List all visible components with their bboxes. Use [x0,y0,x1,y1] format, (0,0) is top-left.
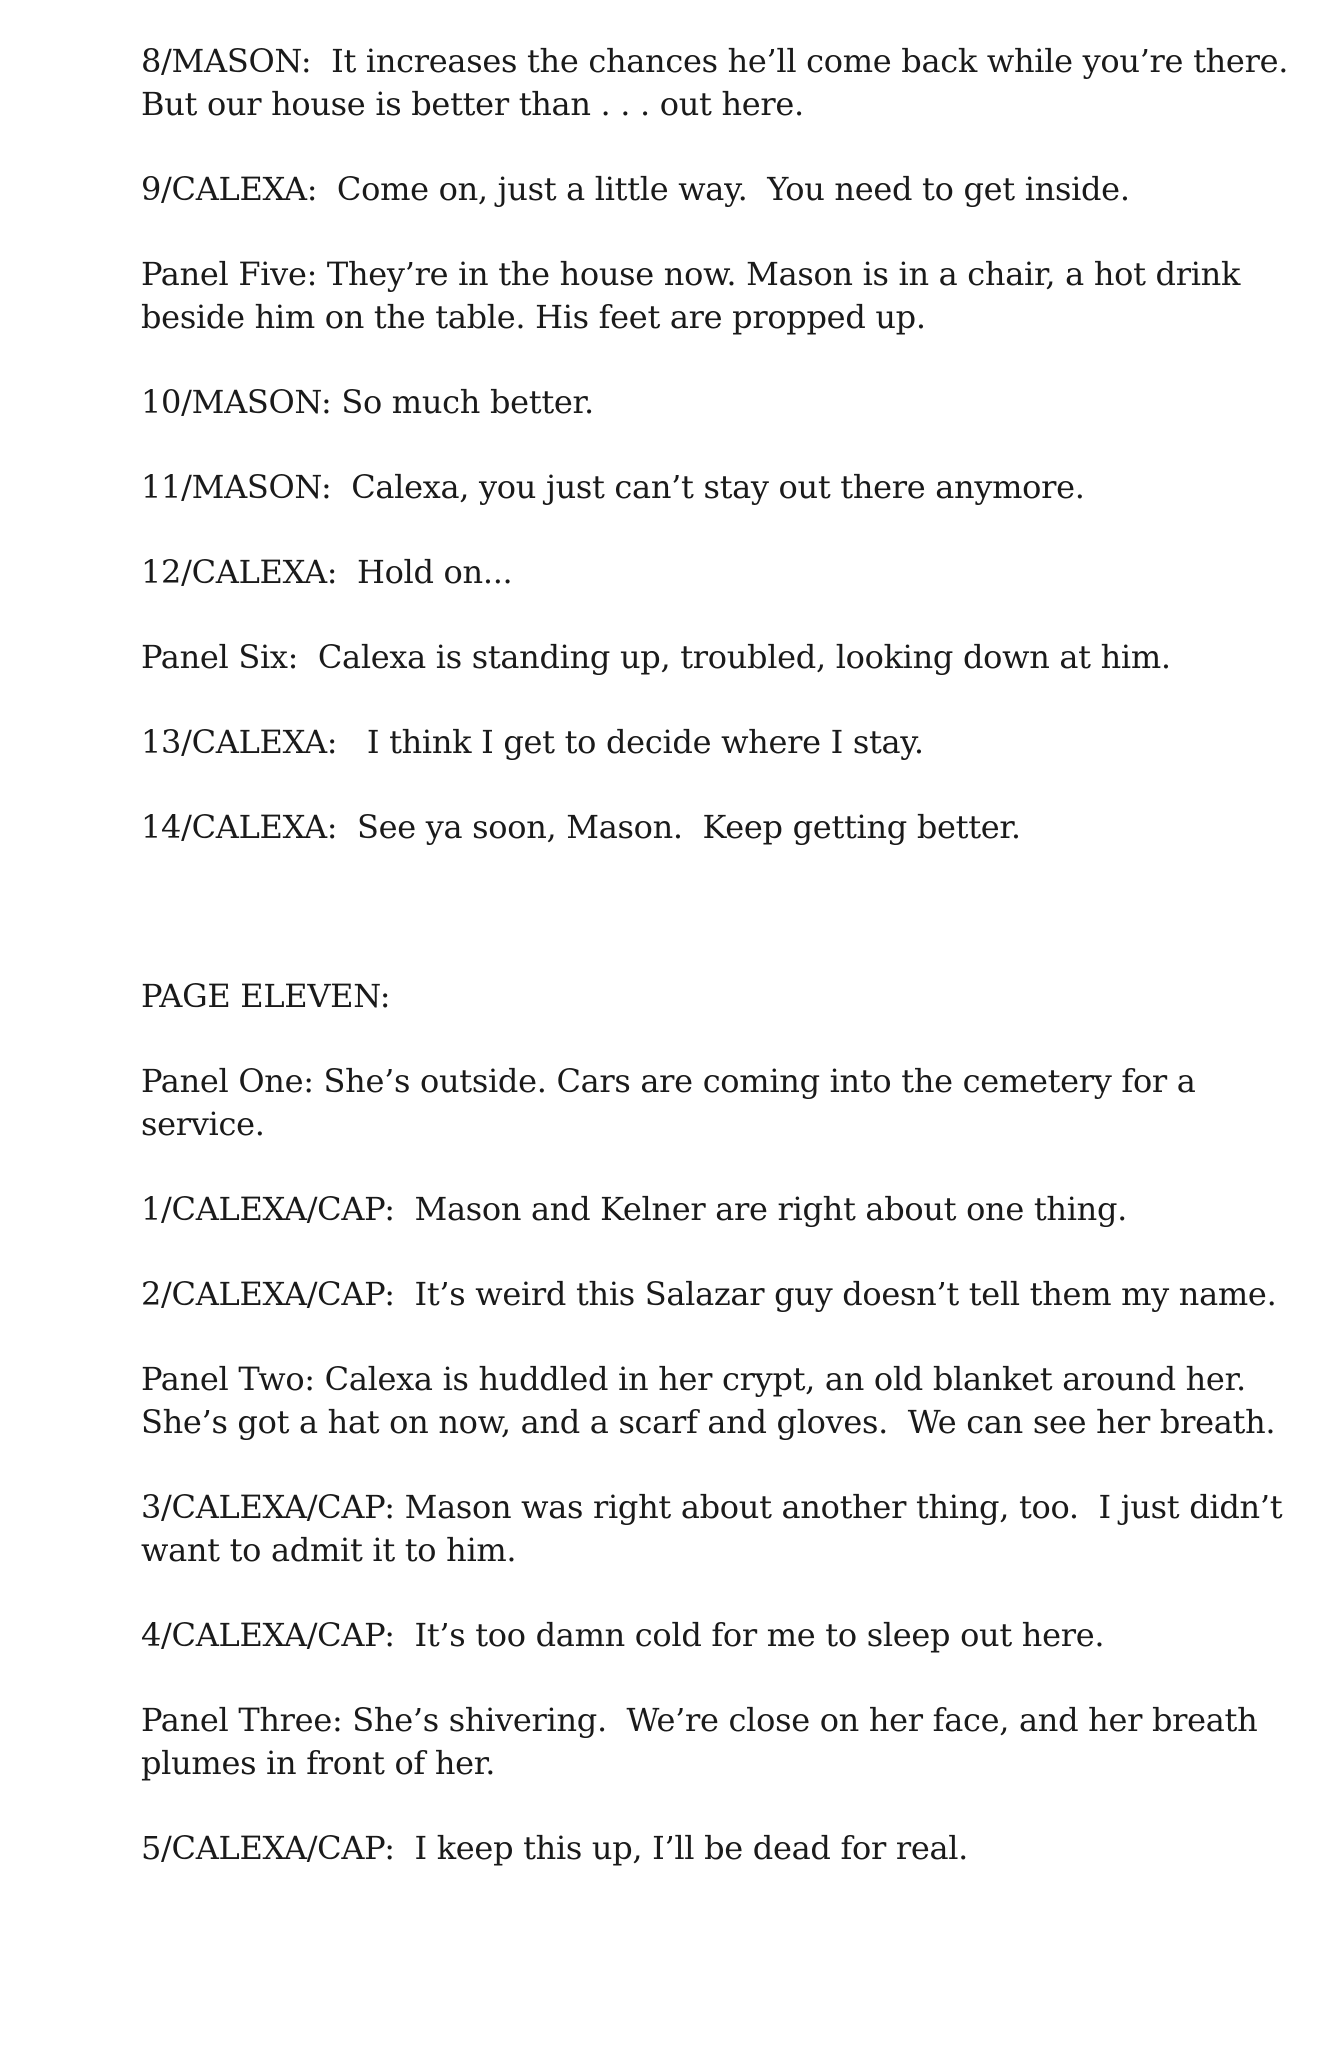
dialogue-line: 4/CALEXA/CAP: It’s too damn cold for me to sleep out here. [141,1616,1105,1654]
script-page [141,40,1308,1912]
dialogue-line: 14/CALEXA: See ya soon, Mason. Keep getting better. [141,808,1021,846]
dialogue-line: 5/CALEXA/CAP: I keep this up, I’ll be dead for real. [141,1829,969,1867]
dialogue-line: 9/CALEXA: Come on, just a little way. You need to get inside. [141,170,1130,208]
panel-description: Panel Five: They’re in the house now. Mason is in a chair, a hot drink beside him on the table. His feet are propped up. [141,255,1250,336]
dialogue-line: 11/MASON: Calexa, you just can’t stay out there anymore. [141,468,1085,506]
page-heading: PAGE ELEVEN: [141,977,391,1015]
panel-description: Panel Three: She’s shivering. We’re close on her face, and her breath plumes in front of her. [141,1701,1268,1782]
panel-description: Panel Six: Calexa is standing up, troubled, looking down at him. [141,638,1171,676]
panel-description: Panel Two: Calexa is huddled in her crypt, an old blanket around her. She’s got a hat on now, and a scarf and gloves. We can see her breath. [141,1360,1276,1441]
dialogue-line: 3/CALEXA/CAP: Mason was right about another thing, too. I just didn’t want to admit it to him. [141,1488,1293,1569]
dialogue-line: 1/CALEXA/CAP: Mason and Kelner are right about one thing. [141,1190,1128,1228]
dialogue-line: 13/CALEXA: I think I get to decide where I stay. [141,723,924,761]
panel-description: Panel One: She’s outside. Cars are coming into the cemetery for a service. [141,1062,1206,1143]
dialogue-line: 8/MASON: It increases the chances he’ll come back while you’re there. But our house is better than . . . out here. [141,42,1308,123]
dialogue-line: 10/MASON: So much better. [141,383,594,421]
dialogue-line: 12/CALEXA: Hold on... [141,553,513,591]
dialogue-line: 2/CALEXA/CAP: It’s weird this Salazar guy doesn’t tell them my name. [141,1275,1277,1313]
